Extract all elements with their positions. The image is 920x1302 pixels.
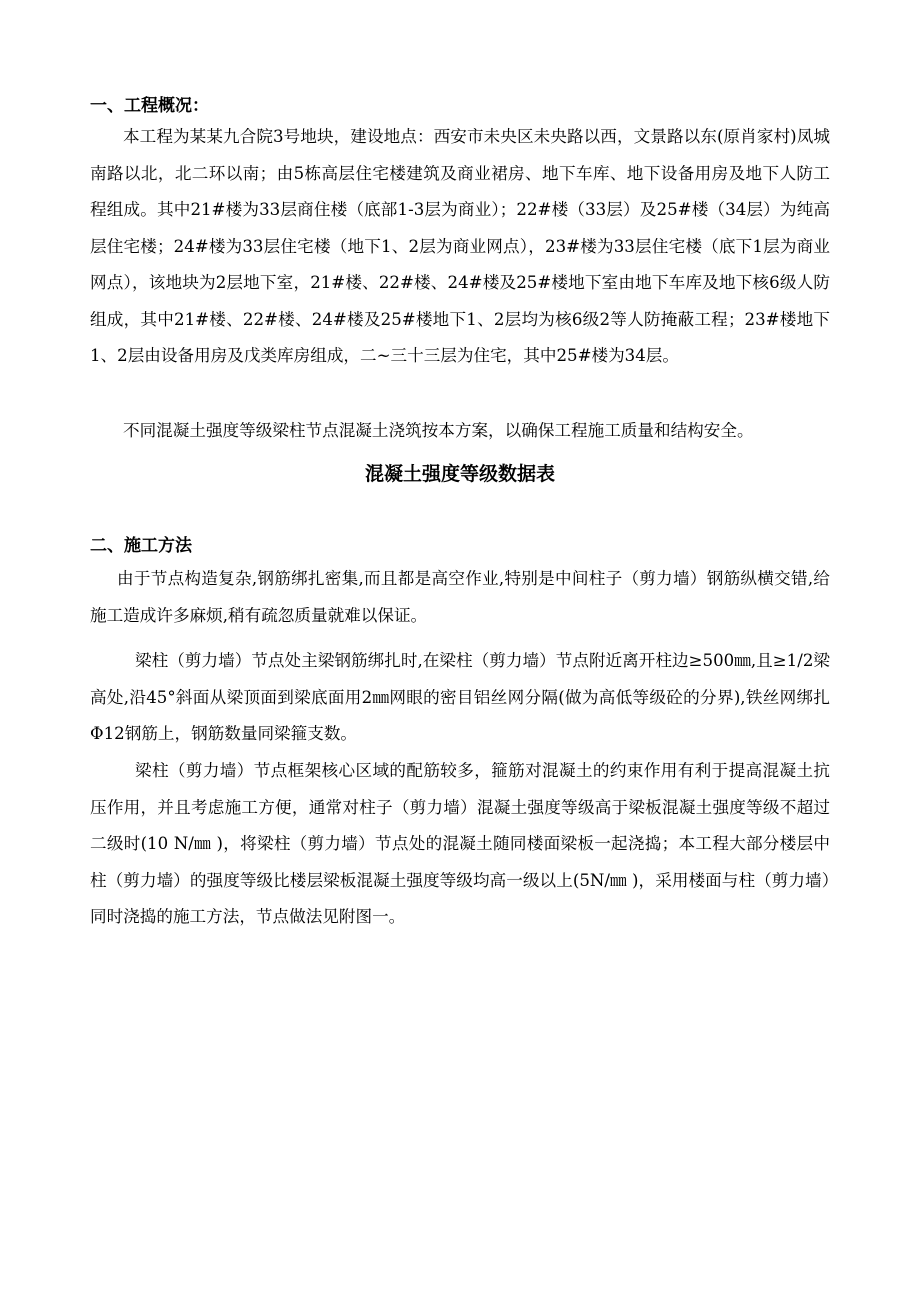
section-1-paragraph-overview: 本工程为某某九合院3号地块，建设地点：西安市未央区未央路以西，文景路以东(原肖家村)凤城南路以北，北二环以南；由5栋高层住宅楼建筑及商业裙房、地下车库、地下设备用房及地下人防工程组成。其中21#楼为33层商住楼（底部1-3层为商业）；22#楼（33层）及25#楼（34层）为纯高层住宅楼；24#楼为33层住宅楼（地下1、2层为商业网点），23#楼为33层住宅楼（底下1层为商业网点），该地块为2层地下室，21#楼、22#楼、24#楼及25#楼地下室由地下车库及地下核6级人防组成，其中21#楼、22#楼、24#楼及25#楼地下1、2层均为核6级2等人防掩蔽工程；23#楼地下1、2层由设备用房及戊类库房组成，二~三十三层为住宅，其中25#楼为34层。: [90, 127, 830, 365]
section-2-paragraph-casting: 梁柱（剪力墙）节点框架核心区域的配筋较多，箍筋对混凝土的约束作用有利于提高混凝土抗压作用，并且考虑施工方便，通常对柱子（剪力墙）混凝土强度等级高于梁板混凝土强度等级不超过二级时(10 N/㎜ )，将梁柱（剪力墙）节点处的混凝土随同楼面梁板一起浇捣；本工程大部分楼层中柱（剪力墙）的强度等级比楼层梁板混凝土强度等级均高一级以上(5N/㎜ )，采用楼面与柱（剪力墙）同时浇捣的施工方法，节点做法见附图一。: [90, 761, 830, 926]
section-2-heading: 二、施工方法: [90, 536, 192, 556]
section-1-paragraph-purpose: 不同混凝土强度等级梁柱节点混凝土浇筑按本方案，以确保工程施工质量和结构安全。: [123, 421, 754, 440]
section-2-paragraph-intro: 由于节点构造复杂,钢筋绑扎密集,而且都是高空作业,特别是中间柱子（剪力墙）钢筋纵横交错,给施工造成许多麻烦,稍有疏忽质量就难以保证。: [90, 569, 830, 625]
section-1-heading: 一、工程概况：: [90, 96, 209, 116]
table-title: 混凝土强度等级数据表: [364, 463, 555, 485]
section-2-paragraph-mesh: 梁柱（剪力墙）节点处主梁钢筋绑扎时,在梁柱（剪力墙）节点附近离开柱边≥500㎜,且≥1/2梁高处,沿45°斜面从梁顶面到梁底面用2㎜网眼的密目铝丝网分隔(做为高低等级砼的分界),铁丝网绑扎Φ12钢筋上，钢筋数量同梁箍支数。: [90, 651, 830, 743]
